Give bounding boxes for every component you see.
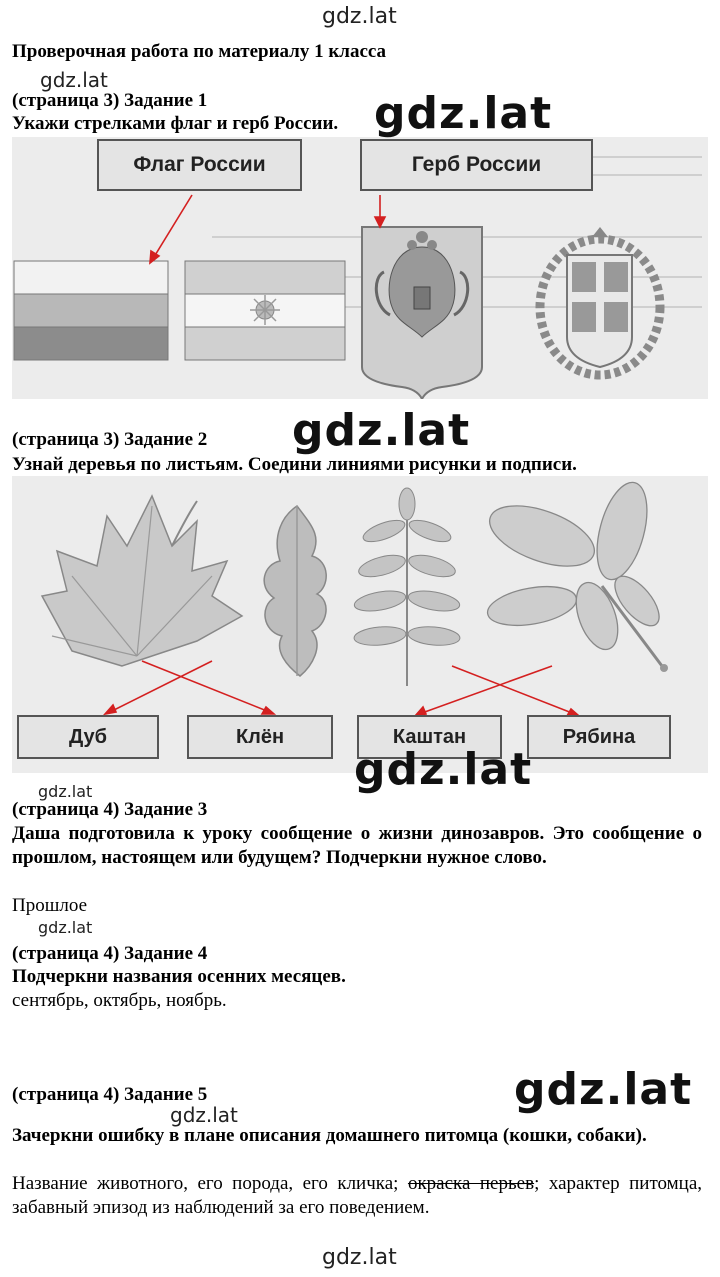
task5-page-label: (страница 4) Задание 5 (12, 1084, 208, 1105)
task3-answer: Прошлое (12, 895, 87, 916)
watermark-large: gdz.lat (292, 405, 471, 456)
watermark: gdz.lat (322, 4, 397, 29)
watermark: gdz.lat (38, 782, 93, 801)
oak-leaf (264, 506, 326, 676)
task5-answer-part2: ; характер питомца, забавный эпизод из наблюдений за его поведением. (12, 1173, 703, 1218)
task1-page-label: (страница 3) Задание 1 (12, 90, 208, 111)
chestnut-leaf (482, 477, 668, 672)
russia-flag (14, 261, 168, 360)
watermark: gdz.lat (38, 918, 93, 937)
label-chestnut: Каштан (357, 715, 502, 759)
task5-answer-part1: Название животного, его порода, его кличка; (12, 1173, 399, 1194)
task3-page-label: (страница 4) Задание 3 (12, 799, 208, 820)
maple-leaf (42, 496, 242, 666)
task4-page-label: (страница 4) Задание 4 (12, 943, 208, 964)
struck-error: окраска перьев (407, 1173, 535, 1194)
task5-answer (12, 1172, 702, 1220)
watermark-large: gdz.lat (354, 744, 533, 795)
coat-russia-box: Герб России (360, 139, 593, 191)
task3-prompt: Даша подготовила к уроку сообщение о жизни динозавров. Это сообщение о прошлом, настоящем или будущем? Подчеркни нужное слово. (12, 823, 702, 868)
argentina-flag (185, 261, 345, 360)
watermark: gdz.lat (322, 1245, 397, 1270)
watermark: gdz.lat (40, 68, 108, 92)
label-rowan: Рябина (527, 715, 671, 759)
greece-coat-of-arms (540, 227, 660, 375)
watermark-large: gdz.lat (374, 88, 553, 139)
rowan-leaf (353, 488, 461, 686)
task1-prompt: Укажи стрелками флаг и герб России. (12, 113, 339, 134)
task2-prompt: Узнай деревья по листьям. Соедини линиями рисунки и подписи. (12, 454, 577, 475)
russia-coat-of-arms (362, 227, 482, 399)
task5-prompt: Зачеркни ошибку в плане описания домашнего питомца (кошки, собаки). (12, 1125, 647, 1146)
task2-page-label: (страница 3) Задание 2 (12, 429, 208, 450)
label-maple: Клён (187, 715, 333, 759)
task4-prompt: Подчеркни названия осенних месяцев. (12, 966, 346, 987)
label-oak: Дуб (17, 715, 159, 759)
task4-answer: сентябрь, октябрь, ноябрь. (12, 990, 227, 1011)
watermark-large: gdz.lat (514, 1064, 693, 1115)
watermark: gdz.lat (170, 1103, 238, 1127)
page-title: Проверочная работа по материалу 1 класса (12, 41, 387, 62)
flag-russia-box: Флаг России (97, 139, 302, 191)
